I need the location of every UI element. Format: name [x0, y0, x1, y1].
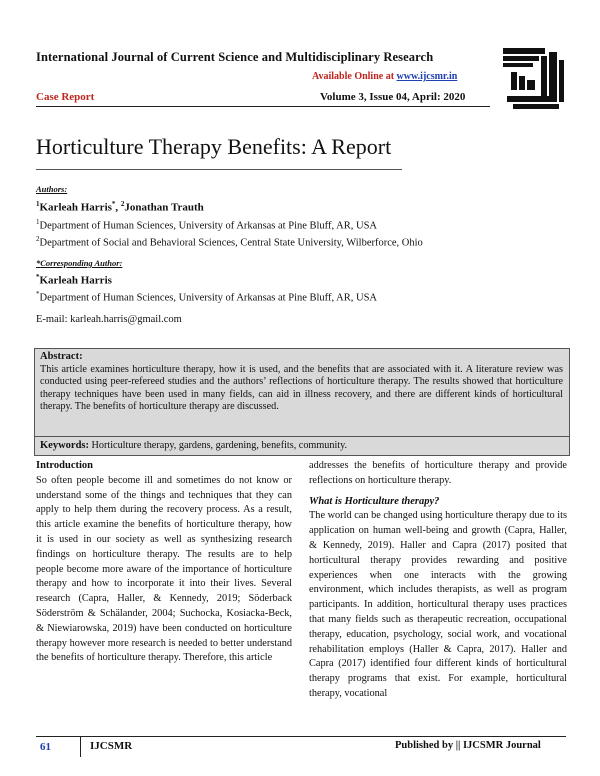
author-email[interactable]: E-mail: karleah.harris@gmail.com — [36, 314, 182, 325]
author-names: $^1$Karleah Harris*, $^2$Jonathan Trauth — [36, 200, 204, 214]
affiliation-1: $^1$Department of Human Sciences, University of Arkansas at Pine Bluff, AR, USA — [36, 218, 378, 232]
available-online — [312, 71, 457, 82]
corresponding-affiliation: *Department of Human Sciences, University of Arkansas at Pine Bluff, AR, USA — [36, 290, 378, 304]
volume-info: Volume 3, Issue 04, April: 2020 — [320, 91, 466, 103]
introduction-text: So often people become ill and sometimes do not know or understand some of the things and techniques that they can apply to help them during the recovery process. As a result, this article examine the benefits of horticulture therapy, how it is used in our society as well as synthesizing research findings on horticulture therapy. The results are to help people become more aware of the importance of horticulture therapy and how to incorporate it into their lives. Several research (Capra, Haller, & Kennedy, 2019; Söderback Söderström & Schälander, 2004; Suchocka, Kosiacka-Beck, & Niewiarowska, 2019) have been conducted on horticulture therapy however more research is needed to better understand the benefits of horticulture therapy. Therefore, this article — [36, 474, 292, 664]
author-name: Karleah Harris — [39, 201, 112, 214]
corresponding-author-name: *Karleah Harris — [36, 273, 112, 287]
page-number: 61 — [40, 741, 51, 753]
affiliation-2: $^2$Department of Social and Behavioral Sciences, Central State University, Wilberforce, Ohio — [36, 235, 423, 249]
footer-rule — [36, 736, 566, 737]
keywords-list: Horticulture therapy, gardens, gardening, benefits, community. — [91, 440, 348, 451]
keywords-label: Keywords: — [40, 440, 89, 451]
keywords — [40, 440, 347, 451]
footer-journal-abbr: IJCSMR — [90, 740, 133, 752]
available-label: Available Online at — [312, 71, 395, 82]
title-rule — [36, 169, 402, 170]
corresponding-heading: *Corresponding Author: — [36, 258, 123, 268]
introduction-continued: addresses the benefits of horticulture therapy and provide reflections on horticulture therapy. — [309, 460, 567, 486]
footer-separator — [80, 737, 81, 757]
author-name: Jonathan Trauth — [124, 201, 204, 214]
abstract-heading: Abstract: — [40, 351, 83, 362]
section-heading: What is Horticulture therapy? — [309, 495, 440, 507]
published-by: Published by || IJCSMR Journal — [395, 740, 541, 751]
keywords-divider — [35, 436, 569, 437]
ijcsmr-logo-icon — [497, 42, 569, 114]
abstract-box — [34, 348, 570, 456]
body-left-column — [36, 459, 292, 666]
body-right-column — [309, 459, 567, 702]
introduction-heading: Introduction — [36, 460, 93, 471]
article-type: Case Report — [36, 91, 95, 103]
article-title: Horticulture Therapy Benefits: A Report — [36, 134, 392, 159]
header-rule — [36, 106, 490, 107]
abstract-text: This article examines horticulture therapy, how it is used, and the benefits that are associated with it. A literature review was conducted using peer-refereed studies and the authors’ reflections of horticulture therapy. The results showed that horticulture therapy techniques have been used in many fields, can aid in illness recovery, and there are different kinds of horticultural therapy. The benefits of horticulture therapy are discussed. — [40, 364, 563, 413]
journal-url-link[interactable]: www.ijcsmr.in — [396, 71, 458, 82]
journal-name: International Journal of Current Science and Multidisciplinary Research — [36, 50, 434, 64]
section-text: The world can be changed using horticulture therapy due to its application on human well-being and growth (Capra, Haller, & Kennedy, 2019). Haller and Capra (2017) posited that horticultural therapy provides rewarding and positive experiences when one interacts with the growing environment, which includes therapists, as well as program participants. In addition, horticultural therapy uses practices that many fields such as therapeutic recreation, occupational therapy, education, psychology, social work, and vocational rehabilitation employs (Haller & Capra, 2017). Haller and Capra (2017) identified four different kinds of horticultural therapy programs that exist. For example, horticultural therapy, vocational — [309, 510, 567, 699]
authors-heading: Authors: — [36, 184, 68, 194]
